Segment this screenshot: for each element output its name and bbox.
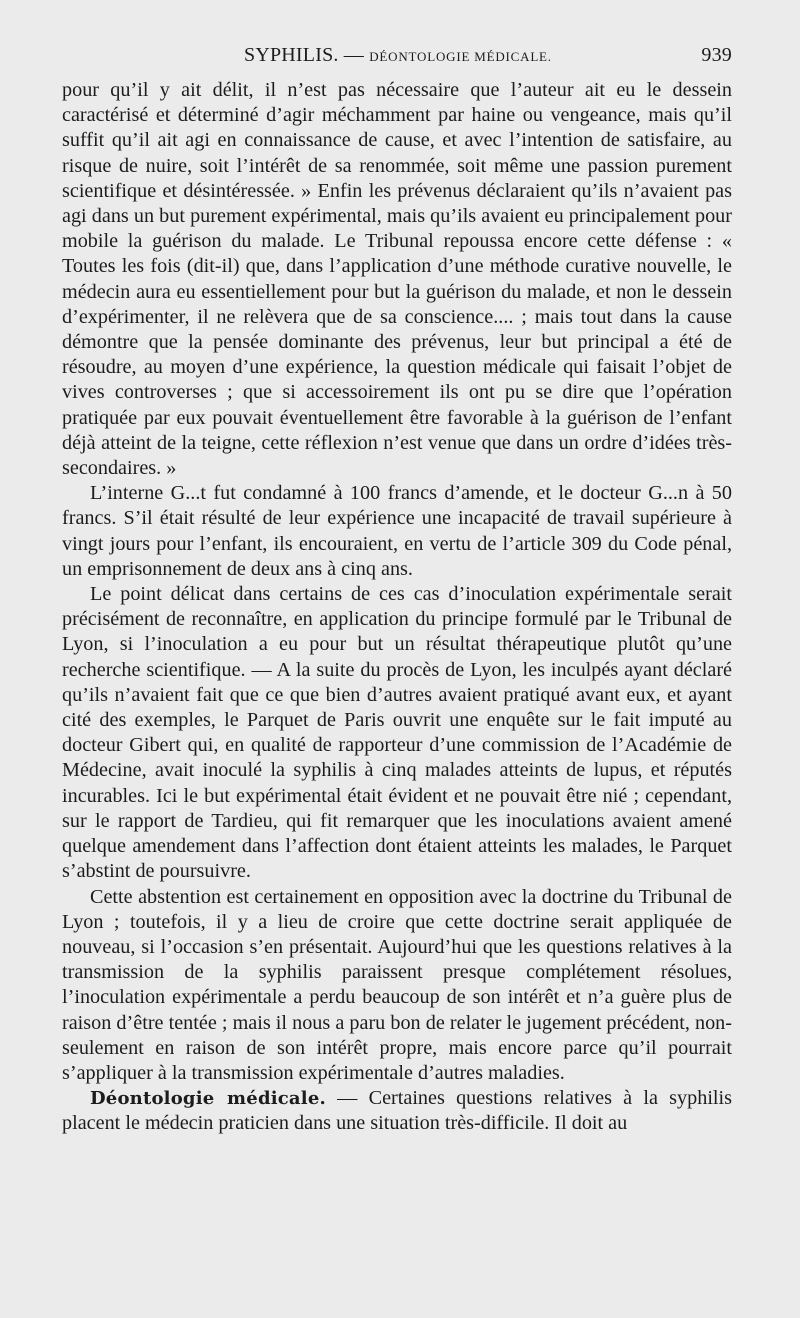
running-title (244, 44, 552, 67)
running-title-separator: — (338, 44, 370, 66)
section-heading: Déontologie médicale. (90, 1088, 326, 1110)
body-text (62, 78, 732, 1137)
paragraph: Le point délicat dans certains de ces cas d’inoculation expérimentale serait précisément de reconnaître, en application du principe formulé par le Tribunal de Lyon, si l’inoculation a eu pour but un résultat thérapeutique plutôt qu’une recherche scientifique. — A la suite du procès de Lyon, les inculpés ayant déclaré qu’ils n’avaient fait que ce que bien d’autres avaient pratiqué avant eux, et ayant cité des exemples, le Parquet de Paris ouvrit une enquête sur le fait imputé au docteur Gibert qui, en qualité de rapporteur d’une commission de l’Académie de Médecine, avait inoculé la syphilis à cinq malades atteints de lupus, et réputés incurables. Ici le but expérimental était évident et ne pouvait être nié ; cependant, sur le rapport de Tardieu, qui fit remarquer que les inoculations avaient amené quelque amendement dans l’affection dont étaient atteints les malades, le Parquet s’abstint de poursuivre. (62, 583, 732, 883)
page-number: 939 (701, 44, 732, 66)
running-title-main: SYPHILIS. (244, 44, 339, 66)
section-paragraph (62, 1086, 732, 1136)
paragraph: Cette abstention est certainement en opposition avec la doctrine du Tribunal de Lyon ; toutefois, il y a lieu de croire que cette doctrine serait appliquée de nouveau, si l’occasion s’en présentait. Aujourd’hui que les questions relatives à la transmission de la syphilis paraissent presque complétement résolues, l’inoculation expérimentale a perdu beaucoup de son intérêt et n’a guère plus de raison d’être tentée ; mais il nous a paru bon de relater le jugement précédent, non-seulement en raison de son intérêt propre, mais encore parce qu’il pourrait s’appliquer à la transmission expérimentale d’autres maladies. (62, 885, 732, 1084)
section-text: — Certaines questions relatives à la syphilis placent le médecin praticien dans une situation très-difficile. Il doit au (62, 1087, 732, 1135)
running-header (62, 44, 732, 78)
running-title-subtitle: DÉONTOLOGIE MÉDICALE. (369, 49, 552, 64)
paragraph: L’interne G...t fut condamné à 100 francs d’amende, et le docteur G...n à 50 francs. S’il était résulté de leur expérience une incapacité de travail supérieure à vingt jours pour l’enfant, ils encouraient, en vertu de l’article 309 du Code pénal, un emprisonnement de deux ans à cinq ans. (62, 482, 732, 580)
paragraph-continued: pour qu’il y ait délit, il n’est pas nécessaire que l’auteur ait eu le dessein caractérisé et déterminé d’agir méchamment par haine ou vengeance, mais qu’il suffit qu’il ait agi en connaissance de cause, et avec l’intention de satisfaire, au risque de nuire, soit l’intérêt de sa renommée, soit même une passion purement scientifique et désintéressée. » Enfin les prévenus déclaraient qu’ils n’avaient pas agi dans un but purement expérimental, mais qu’ils avaient eu principalement pour mobile la guérison du malade. Le Tribunal repoussa encore cette défense : « Toutes les fois (dit-il) que, dans l’application d’une méthode curative nouvelle, le médecin aura eu essentiellement pour but la guérison du malade, et non le dessein d’expérimenter, il ne relèvera que de sa conscience.... ; mais tout dans la cause démontre que la pensée dominante des prévenus, leur but principal a été de résoudre, au moyen d’une expérience, la question médicale qui faisait l’objet de vives controverses ; que si accessoirement ils ont pu se dire que l’opération pratiquée par eux pouvait éventuellement être favorable à la guérison de l’enfant déjà atteint de la teigne, cette réflexion n’est venue que dans un ordre d’idées très-secondaires. » (62, 79, 732, 480)
